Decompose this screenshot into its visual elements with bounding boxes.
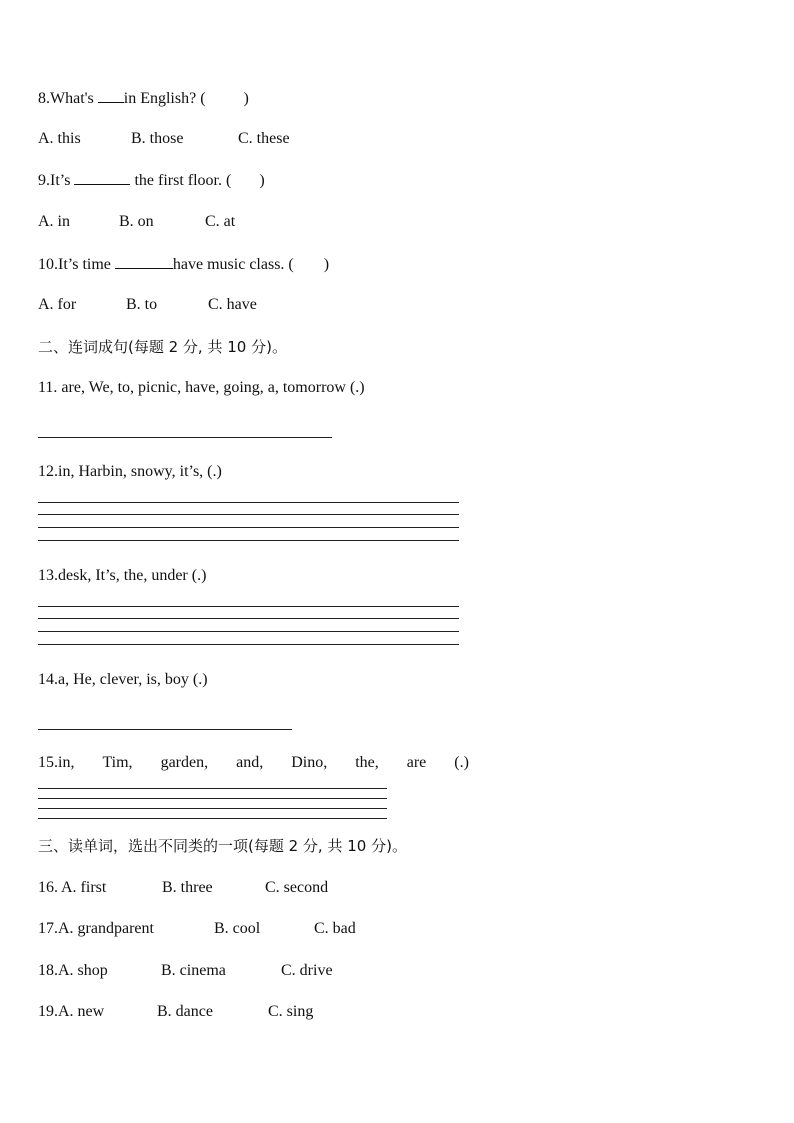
- question-10-option-a[interactable]: A. for: [38, 296, 77, 313]
- question-11: 11. are, We, to, picnic, have, going, a, tomorrow (.): [38, 379, 365, 396]
- question-13: 13.desk, It’s, the, under (.): [38, 567, 207, 584]
- question-16-option-a[interactable]: A. first: [61, 879, 107, 896]
- question-9-option-c[interactable]: C. at: [205, 213, 236, 230]
- question-12-answer-line-3[interactable]: [38, 527, 459, 528]
- question-15-word: (.): [454, 754, 469, 771]
- question-15-word: and,: [236, 754, 264, 771]
- question-17-option-a[interactable]: A. grandparent: [58, 920, 154, 937]
- question-9-prefix: 9.It’s: [38, 172, 75, 189]
- question-10-blank[interactable]: [115, 254, 173, 269]
- question-10-prefix: 10.It’s time: [38, 256, 115, 273]
- question-10-option-c[interactable]: C. have: [208, 296, 257, 313]
- question-13-answer-line-2[interactable]: [38, 618, 459, 619]
- question-15-word: are: [406, 754, 427, 771]
- question-19-option-c[interactable]: C. sing: [268, 1003, 314, 1020]
- question-12: 12.in, Harbin, snowy, it’s, (.): [38, 463, 222, 480]
- question-10-close: ): [323, 256, 330, 273]
- question-8-option-b[interactable]: B. those: [131, 130, 184, 147]
- question-18-option-b[interactable]: B. cinema: [161, 962, 226, 979]
- question-10-option-b[interactable]: B. to: [126, 296, 158, 313]
- question-17-option-b[interactable]: B. cool: [214, 920, 261, 937]
- question-15-answer-line-2[interactable]: [38, 798, 387, 799]
- question-9-close: ): [259, 172, 265, 189]
- question-16-number: 16.: [38, 879, 58, 896]
- question-11-answer-line[interactable]: [38, 437, 332, 438]
- question-8-prefix: 8.What's: [38, 90, 98, 107]
- question-8-suffix: in English? (: [123, 90, 206, 107]
- question-14: 14.a, He, clever, is, boy (.): [38, 671, 208, 688]
- question-19-option-a[interactable]: A. new: [58, 1003, 105, 1020]
- question-8-option-a[interactable]: A. this: [38, 130, 81, 147]
- question-9-options: [38, 212, 235, 232]
- question-17-option-c[interactable]: C. bad: [314, 920, 356, 937]
- question-17-number: 17.: [38, 920, 58, 937]
- section-2-heading: 二、连词成句(每题 2 分, 共 10 分)。: [38, 338, 287, 356]
- question-10-suffix: have music class. (: [172, 256, 294, 273]
- question-15-word: Tim,: [102, 754, 133, 771]
- question-12-answer-line-4[interactable]: [38, 540, 459, 541]
- question-14-answer-line[interactable]: [38, 729, 292, 730]
- question-16-option-b[interactable]: B. three: [162, 879, 213, 896]
- question-18-option-c[interactable]: C. drive: [281, 962, 333, 979]
- question-13-answer-line-4[interactable]: [38, 644, 459, 645]
- question-13-answer-line-1[interactable]: [38, 606, 459, 607]
- question-15-word: Dino,: [291, 754, 328, 771]
- question-8-blank[interactable]: [98, 88, 124, 103]
- question-18-number: 18.: [38, 962, 58, 979]
- question-17: [38, 919, 356, 939]
- question-8-option-c[interactable]: C. these: [238, 130, 290, 147]
- question-18: [38, 961, 333, 981]
- question-8-options: [38, 129, 290, 149]
- question-15: [38, 753, 469, 773]
- question-10-options: [38, 295, 257, 315]
- question-18-option-a[interactable]: A. shop: [58, 962, 108, 979]
- question-9-option-b[interactable]: B. on: [119, 213, 154, 230]
- question-9: [38, 170, 265, 190]
- question-15-word: garden,: [160, 754, 209, 771]
- question-15-answer-line-1[interactable]: [38, 788, 387, 789]
- question-13-answer-line-3[interactable]: [38, 631, 459, 632]
- question-15-answer-line-4[interactable]: [38, 818, 387, 819]
- question-19-option-b[interactable]: B. dance: [157, 1003, 213, 1020]
- question-16: [38, 878, 328, 898]
- question-19: [38, 1002, 313, 1022]
- question-10: [38, 254, 329, 274]
- question-9-blank[interactable]: [74, 170, 130, 185]
- question-15-word: 15.in,: [38, 754, 75, 771]
- question-15-word: the,: [355, 754, 379, 771]
- question-15-answer-line-3[interactable]: [38, 808, 387, 809]
- question-8-close: ): [243, 90, 249, 107]
- question-9-option-a[interactable]: A. in: [38, 213, 70, 230]
- question-8: [38, 88, 249, 108]
- question-16-option-c[interactable]: C. second: [265, 879, 329, 896]
- section-3-heading: 三、读单词，选出不同类的一项(每题 2 分, 共 10 分)。: [38, 837, 407, 855]
- question-9-suffix: the first floor. (: [130, 172, 232, 189]
- question-12-answer-line-1[interactable]: [38, 502, 459, 503]
- question-19-number: 19.: [38, 1003, 58, 1020]
- question-12-answer-line-2[interactable]: [38, 514, 459, 515]
